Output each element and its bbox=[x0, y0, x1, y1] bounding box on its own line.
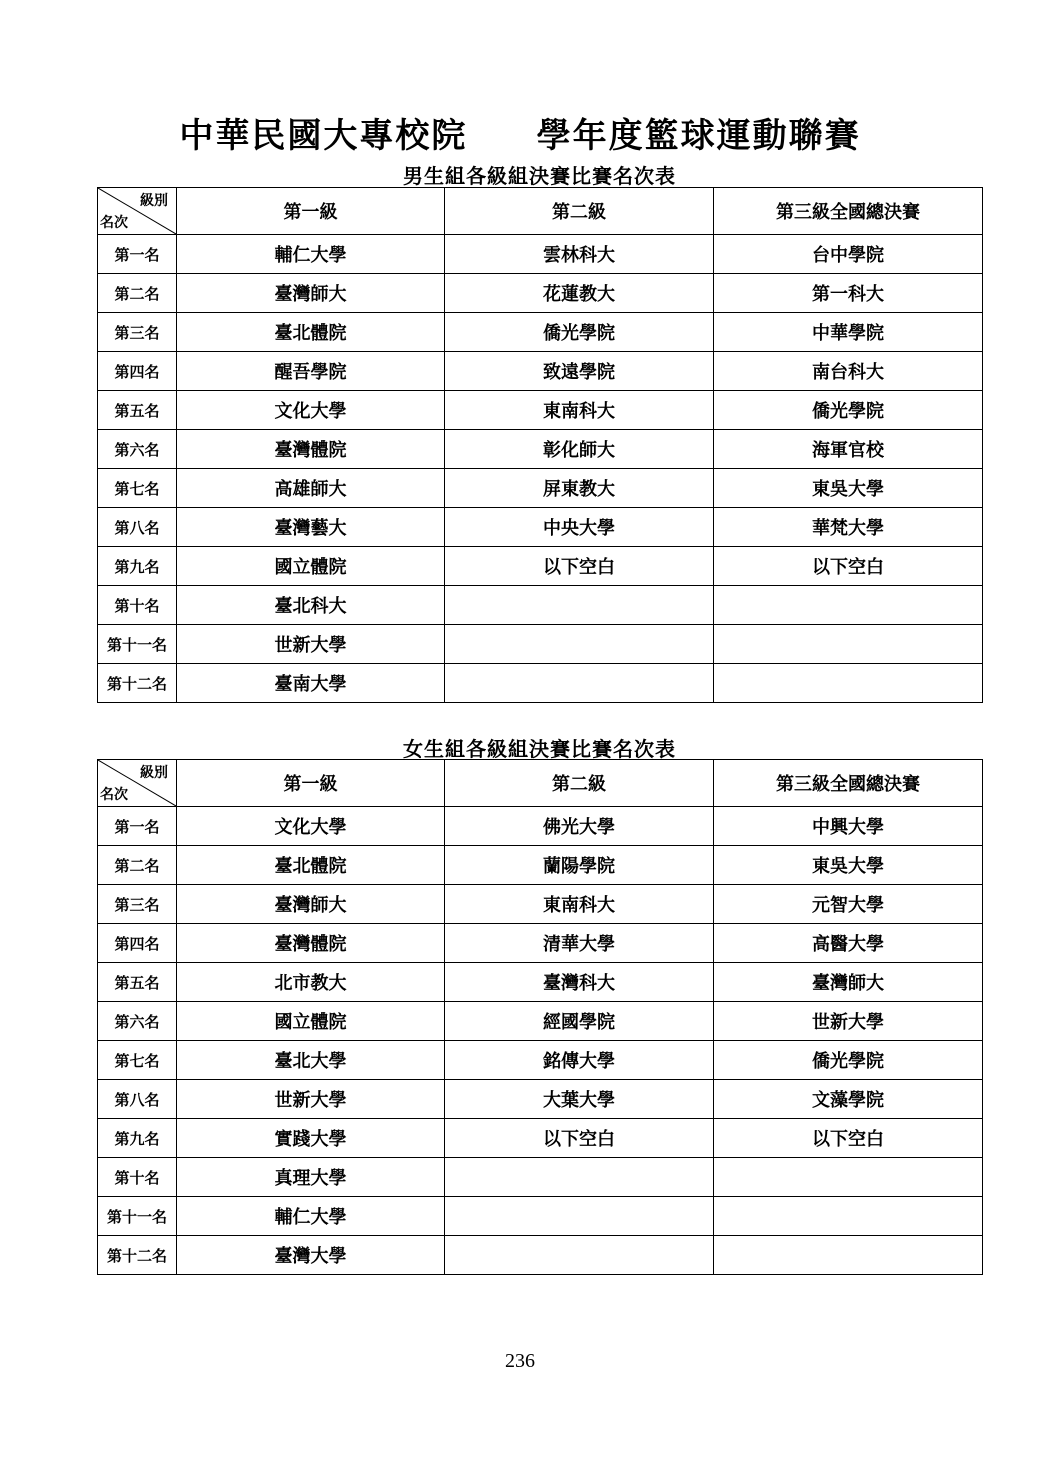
school-cell: 高雄師大 bbox=[177, 469, 445, 508]
rank-cell: 第四名 bbox=[98, 924, 177, 963]
school-cell: 世新大學 bbox=[714, 1002, 983, 1041]
column-header: 第一級 bbox=[177, 760, 445, 807]
table-header-row bbox=[98, 188, 983, 235]
school-cell: 元智大學 bbox=[714, 885, 983, 924]
school-cell: 世新大學 bbox=[177, 1080, 445, 1119]
table-row bbox=[98, 625, 983, 664]
school-cell bbox=[714, 1236, 983, 1275]
school-cell: 醒吾學院 bbox=[177, 352, 445, 391]
school-cell: 真理大學 bbox=[177, 1158, 445, 1197]
school-cell: 第一科大 bbox=[714, 274, 983, 313]
rank-cell: 第十二名 bbox=[98, 664, 177, 703]
school-cell: 華梵大學 bbox=[714, 508, 983, 547]
school-cell bbox=[445, 625, 714, 664]
school-cell: 僑光學院 bbox=[714, 391, 983, 430]
table-row bbox=[98, 846, 983, 885]
rank-cell: 第六名 bbox=[98, 1002, 177, 1041]
table-row bbox=[98, 235, 983, 274]
school-cell: 臺灣體院 bbox=[177, 924, 445, 963]
table-row bbox=[98, 963, 983, 1002]
rank-cell: 第五名 bbox=[98, 391, 177, 430]
rank-cell: 第十一名 bbox=[98, 1197, 177, 1236]
school-cell: 世新大學 bbox=[177, 625, 445, 664]
school-cell: 輔仁大學 bbox=[177, 235, 445, 274]
table-row bbox=[98, 664, 983, 703]
school-cell: 文藻學院 bbox=[714, 1080, 983, 1119]
table-row bbox=[98, 469, 983, 508]
school-cell: 國立體院 bbox=[177, 1002, 445, 1041]
school-cell: 臺灣大學 bbox=[177, 1236, 445, 1275]
school-cell bbox=[714, 625, 983, 664]
corner-label-rank: 名次 bbox=[100, 787, 128, 803]
school-cell: 臺北體院 bbox=[177, 846, 445, 885]
school-cell: 臺北大學 bbox=[177, 1041, 445, 1080]
table-row bbox=[98, 430, 983, 469]
women-ranking-table bbox=[97, 759, 983, 1275]
school-cell: 屏東教大 bbox=[445, 469, 714, 508]
column-header: 第三級全國總決賽 bbox=[714, 760, 983, 807]
table-row bbox=[98, 352, 983, 391]
school-cell: 北市教大 bbox=[177, 963, 445, 1002]
school-cell: 實踐大學 bbox=[177, 1119, 445, 1158]
school-cell: 臺灣師大 bbox=[714, 963, 983, 1002]
school-cell: 僑光學院 bbox=[445, 313, 714, 352]
rank-cell: 第四名 bbox=[98, 352, 177, 391]
men-table-subtitle: 男生組各級組決賽比賽名次表 bbox=[403, 164, 676, 188]
rank-cell: 第二名 bbox=[98, 846, 177, 885]
school-cell: 臺灣藝大 bbox=[177, 508, 445, 547]
school-cell bbox=[445, 1158, 714, 1197]
school-cell: 文化大學 bbox=[177, 807, 445, 846]
rank-cell: 第十二名 bbox=[98, 1236, 177, 1275]
school-cell: 蘭陽學院 bbox=[445, 846, 714, 885]
school-cell: 以下空白 bbox=[445, 1119, 714, 1158]
table-row bbox=[98, 1158, 983, 1197]
school-cell: 雲林科大 bbox=[445, 235, 714, 274]
table-row bbox=[98, 1119, 983, 1158]
rank-cell: 第二名 bbox=[98, 274, 177, 313]
school-cell bbox=[714, 664, 983, 703]
table-row bbox=[98, 924, 983, 963]
table-row bbox=[98, 274, 983, 313]
school-cell: 清華大學 bbox=[445, 924, 714, 963]
column-header: 第二級 bbox=[445, 760, 714, 807]
school-cell: 僑光學院 bbox=[714, 1041, 983, 1080]
school-cell: 花蓮教大 bbox=[445, 274, 714, 313]
rank-cell: 第八名 bbox=[98, 1080, 177, 1119]
school-cell bbox=[714, 1197, 983, 1236]
table-row bbox=[98, 508, 983, 547]
rank-cell: 第七名 bbox=[98, 469, 177, 508]
men-ranking-table bbox=[97, 187, 983, 703]
table-row bbox=[98, 885, 983, 924]
column-header: 第二級 bbox=[445, 188, 714, 235]
table-header-row bbox=[98, 760, 983, 807]
school-cell: 致遠學院 bbox=[445, 352, 714, 391]
school-cell bbox=[445, 1236, 714, 1275]
school-cell: 文化大學 bbox=[177, 391, 445, 430]
document-title: 中華民國大專校院 學年度籃球運動聯賽 bbox=[179, 116, 861, 156]
rank-cell: 第九名 bbox=[98, 547, 177, 586]
column-header: 第一級 bbox=[177, 188, 445, 235]
school-cell: 中興大學 bbox=[714, 807, 983, 846]
school-cell: 高醫大學 bbox=[714, 924, 983, 963]
table-row bbox=[98, 1080, 983, 1119]
rank-cell: 第十名 bbox=[98, 586, 177, 625]
corner-header-cell bbox=[98, 760, 177, 807]
school-cell: 臺灣師大 bbox=[177, 885, 445, 924]
corner-header-cell bbox=[98, 188, 177, 235]
school-cell: 大葉大學 bbox=[445, 1080, 714, 1119]
table-row bbox=[98, 1236, 983, 1275]
school-cell: 以下空白 bbox=[714, 547, 983, 586]
school-cell: 台中學院 bbox=[714, 235, 983, 274]
rank-cell: 第六名 bbox=[98, 430, 177, 469]
women-table-subtitle: 女生組各級組決賽比賽名次表 bbox=[403, 737, 676, 761]
rank-cell: 第一名 bbox=[98, 807, 177, 846]
table-row bbox=[98, 1197, 983, 1236]
school-cell: 東南科大 bbox=[445, 391, 714, 430]
school-cell: 臺北體院 bbox=[177, 313, 445, 352]
school-cell: 東吳大學 bbox=[714, 469, 983, 508]
table-row bbox=[98, 547, 983, 586]
school-cell bbox=[445, 586, 714, 625]
rank-cell: 第五名 bbox=[98, 963, 177, 1002]
school-cell: 輔仁大學 bbox=[177, 1197, 445, 1236]
school-cell: 中華學院 bbox=[714, 313, 983, 352]
rank-cell: 第十一名 bbox=[98, 625, 177, 664]
rank-cell: 第八名 bbox=[98, 508, 177, 547]
rank-cell: 第三名 bbox=[98, 313, 177, 352]
school-cell: 經國學院 bbox=[445, 1002, 714, 1041]
table-row bbox=[98, 1041, 983, 1080]
page-number: 236 bbox=[505, 1350, 535, 1372]
rank-cell: 第九名 bbox=[98, 1119, 177, 1158]
school-cell bbox=[445, 664, 714, 703]
school-cell: 東南科大 bbox=[445, 885, 714, 924]
school-cell: 銘傳大學 bbox=[445, 1041, 714, 1080]
school-cell: 海軍官校 bbox=[714, 430, 983, 469]
rank-cell: 第十名 bbox=[98, 1158, 177, 1197]
school-cell: 東吳大學 bbox=[714, 846, 983, 885]
school-cell bbox=[445, 1197, 714, 1236]
table-row bbox=[98, 586, 983, 625]
school-cell: 臺灣師大 bbox=[177, 274, 445, 313]
school-cell: 以下空白 bbox=[445, 547, 714, 586]
school-cell: 彰化師大 bbox=[445, 430, 714, 469]
school-cell bbox=[714, 586, 983, 625]
corner-label-rank: 名次 bbox=[100, 215, 128, 231]
school-cell: 佛光大學 bbox=[445, 807, 714, 846]
school-cell: 臺南大學 bbox=[177, 664, 445, 703]
school-cell: 臺灣科大 bbox=[445, 963, 714, 1002]
corner-label-level: 級別 bbox=[140, 765, 168, 781]
school-cell: 以下空白 bbox=[714, 1119, 983, 1158]
school-cell: 國立體院 bbox=[177, 547, 445, 586]
school-cell: 臺灣體院 bbox=[177, 430, 445, 469]
rank-cell: 第三名 bbox=[98, 885, 177, 924]
school-cell bbox=[714, 1158, 983, 1197]
school-cell: 中央大學 bbox=[445, 508, 714, 547]
table-row bbox=[98, 313, 983, 352]
corner-label-level: 級別 bbox=[140, 193, 168, 209]
rank-cell: 第七名 bbox=[98, 1041, 177, 1080]
table-row bbox=[98, 391, 983, 430]
school-cell: 南台科大 bbox=[714, 352, 983, 391]
column-header: 第三級全國總決賽 bbox=[714, 188, 983, 235]
rank-cell: 第一名 bbox=[98, 235, 177, 274]
school-cell: 臺北科大 bbox=[177, 586, 445, 625]
table-row bbox=[98, 807, 983, 846]
table-row bbox=[98, 1002, 983, 1041]
